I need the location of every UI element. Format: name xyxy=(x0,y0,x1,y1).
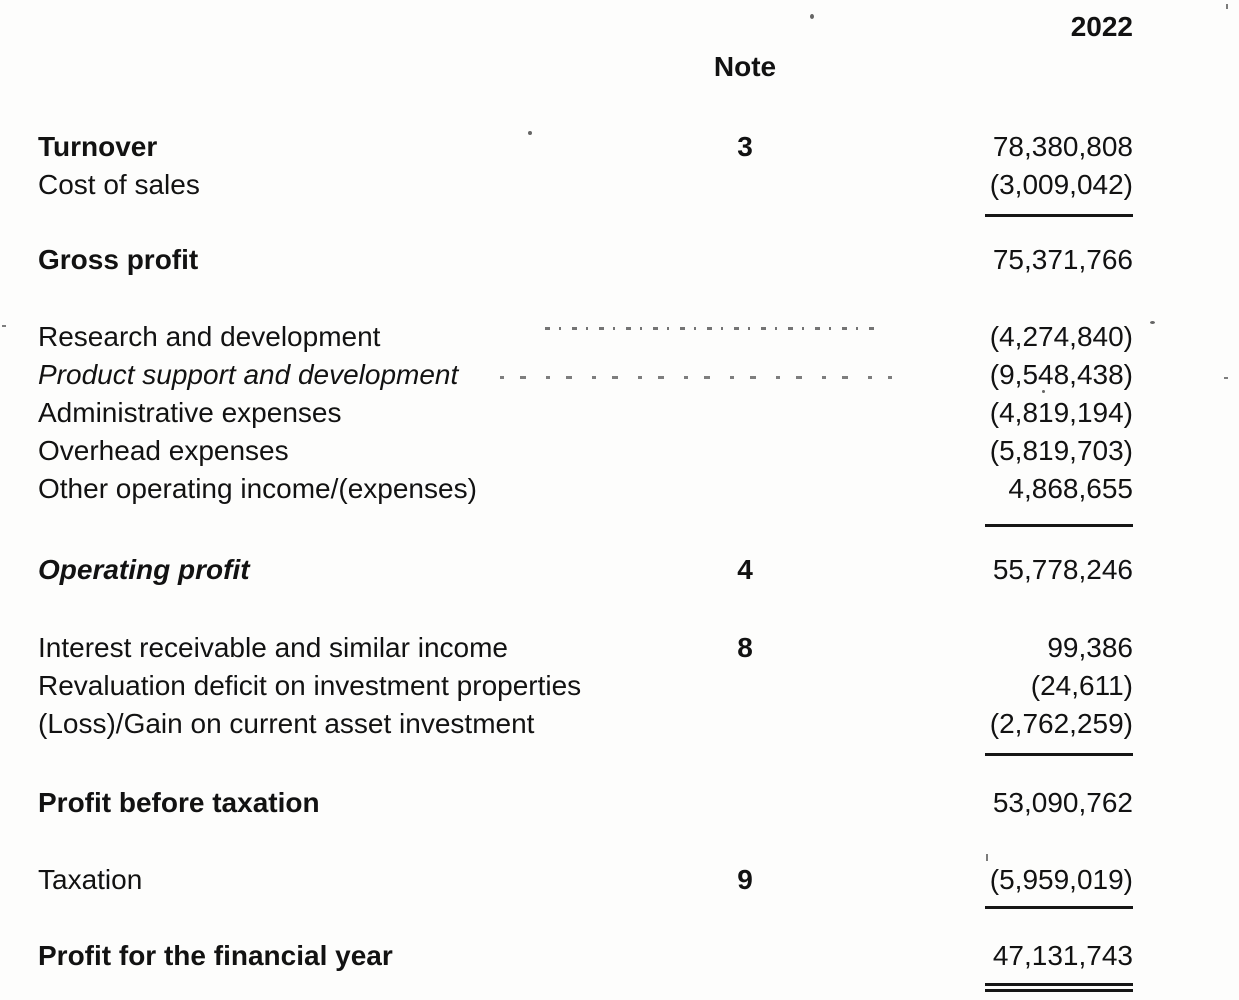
row-label: Administrative expenses xyxy=(38,397,342,428)
statement-row xyxy=(0,784,1239,822)
statement-row xyxy=(0,551,1239,589)
row-amount: 47,131,743 xyxy=(992,940,1133,971)
row-note-number xyxy=(685,241,805,279)
row-note-number xyxy=(685,705,805,743)
row-label: Gross profit xyxy=(38,244,199,275)
subtotal-rule xyxy=(985,214,1133,217)
statement-row xyxy=(0,166,1239,204)
row-amount: (2,762,259) xyxy=(989,708,1133,739)
row-amount: 75,371,766 xyxy=(992,244,1133,275)
row-note-number xyxy=(685,470,805,508)
row-note-number: 8 xyxy=(737,632,753,663)
statement-row xyxy=(0,470,1239,508)
header-columns-row xyxy=(0,48,1239,86)
subtotal-rule xyxy=(985,753,1133,756)
row-label: Operating profit xyxy=(38,554,250,585)
row-note-number xyxy=(685,667,805,705)
grand-total-double-rule xyxy=(985,983,1133,992)
row-amount: (5,819,703) xyxy=(989,435,1133,466)
row-note-number xyxy=(685,937,805,975)
year-header: 2022 xyxy=(1070,11,1133,42)
row-label: Other operating income/(expenses) xyxy=(38,473,477,504)
statement-row xyxy=(0,318,1239,356)
statement-rows xyxy=(0,128,1239,992)
row-label: (Loss)/Gain on current asset investment xyxy=(38,708,535,739)
row-amount: 99,386 xyxy=(1047,632,1133,663)
row-amount: 53,090,762 xyxy=(992,787,1133,818)
statement-row xyxy=(0,432,1239,470)
row-label: Revaluation deficit on investment properties xyxy=(38,670,582,701)
row-note-number: 4 xyxy=(737,554,753,585)
statement-row xyxy=(0,629,1239,667)
row-amount: 55,778,246 xyxy=(992,554,1133,585)
row-amount: (24,611) xyxy=(1030,670,1133,701)
header-spacer xyxy=(685,8,805,46)
row-note-number xyxy=(685,318,805,356)
row-amount: (3,009,042) xyxy=(989,169,1133,200)
row-amount: (9,548,438) xyxy=(989,359,1133,390)
statement-row xyxy=(0,394,1239,432)
row-label: Interest receivable and similar income xyxy=(38,632,508,663)
row-label: Turnover xyxy=(38,131,158,162)
row-label: Profit for the financial year xyxy=(38,940,393,971)
header-spacer xyxy=(38,48,685,86)
subtotal-rule xyxy=(985,906,1133,909)
row-amount: 78,380,808 xyxy=(992,131,1133,162)
statement-row xyxy=(0,705,1239,743)
row-label: Profit before taxation xyxy=(38,787,320,818)
statement-row xyxy=(0,241,1239,279)
header-spacer xyxy=(38,8,685,46)
header-year-row xyxy=(0,8,1239,46)
row-amount: (4,819,194) xyxy=(989,397,1133,428)
row-note-number xyxy=(685,432,805,470)
row-label: Overhead expenses xyxy=(38,435,289,466)
statement-row xyxy=(0,937,1239,975)
row-note-number xyxy=(685,784,805,822)
note-column-header: Note xyxy=(713,51,777,82)
statement-row xyxy=(0,667,1239,705)
row-note-number xyxy=(685,356,805,394)
statement-row xyxy=(0,356,1239,394)
row-label: Taxation xyxy=(38,864,143,895)
statement-row xyxy=(0,861,1239,899)
subtotal-rule xyxy=(985,524,1133,527)
row-note-number xyxy=(685,394,805,432)
row-note-number xyxy=(685,166,805,204)
row-note-number: 3 xyxy=(737,131,753,162)
row-label: Cost of sales xyxy=(38,169,200,200)
statement-row xyxy=(0,128,1239,166)
row-amount: (5,959,019) xyxy=(989,864,1133,895)
row-label: Product support and development xyxy=(38,359,459,390)
row-amount: 4,868,655 xyxy=(1008,473,1133,504)
row-label: Research and development xyxy=(38,321,381,352)
row-amount: (4,274,840) xyxy=(989,321,1133,352)
row-note-number: 9 xyxy=(737,864,753,895)
currency-header xyxy=(805,48,1133,86)
